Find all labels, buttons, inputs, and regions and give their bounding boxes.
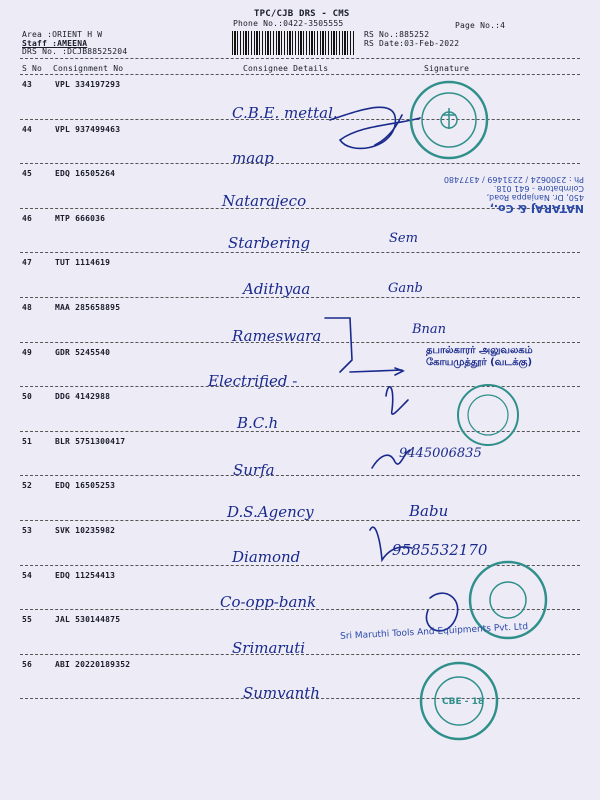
- row-sno: 53: [22, 526, 33, 535]
- row-consignment-no: JAL 530144875: [55, 615, 121, 625]
- row-consignment-no: EDQ 16505253: [55, 481, 116, 491]
- phone-r51: 9445006835: [399, 446, 482, 461]
- round-seal-stamp-middle: [448, 380, 528, 450]
- row-sno: 52: [22, 481, 33, 491]
- staff-label: Staff :: [22, 39, 58, 48]
- page-number: Page No.:4: [455, 21, 506, 30]
- row-sno: 50: [22, 392, 33, 402]
- column-header-sno: S No: [22, 64, 43, 73]
- row-sno: 51: [22, 436, 33, 446]
- column-header-consignment: Consignment No: [53, 64, 124, 73]
- row-consignment-no: SVK 10235982: [55, 526, 116, 535]
- row-sno: 44: [22, 124, 33, 134]
- phone-r53: 9585532170: [392, 541, 488, 559]
- row-sno: 49: [22, 347, 33, 357]
- signature-r48: Ganb: [388, 281, 423, 296]
- nataraj-stamp-address-1: 450, Dr. Nanjappa Road,: [486, 193, 584, 202]
- maruthi-seal-text: Sri Maruthi Tools And Equipments Pvt. Ltd: [339, 622, 529, 642]
- tamil-stamp-line-2: கோயமுத்தூர் (வடக்கு): [426, 357, 533, 368]
- row-sno: 45: [22, 169, 33, 179]
- rs-number: RS No.:885252: [364, 30, 430, 39]
- row-consignment-no: VPL 334197293: [55, 80, 121, 89]
- row-consignee-handwriting: Srimaruti: [232, 639, 306, 658]
- row-consignee-handwriting: Starbering: [228, 233, 311, 252]
- hardware-seal-text: CBE - 18: [442, 697, 485, 707]
- nataraj-stamp-phone: Ph : 2300624 / 2231469 / 4377480: [443, 175, 584, 184]
- row-consignment-no: VPL 937499463: [55, 124, 121, 134]
- signature-r47: Sem: [389, 231, 418, 246]
- area-label: Area :ORIENT H W: [22, 30, 103, 39]
- row-consignee-handwriting: Rameswara: [232, 327, 322, 345]
- row-consignee-handwriting: C.B.E. mettal.: [232, 104, 338, 122]
- row-consignee-handwriting: maap: [232, 148, 274, 167]
- drs-number: DRS No. :DCJB88525204: [22, 47, 128, 56]
- row-consignment-no: DDG 4142988: [55, 392, 111, 402]
- row-sno: 55: [22, 615, 33, 625]
- row-consignee-handwriting: Diamond: [232, 548, 301, 566]
- row-consignee-handwriting: Adithyaa: [243, 280, 311, 299]
- column-header-signature: Signature: [424, 64, 470, 73]
- row-consignment-no: ABI 20220189352: [55, 659, 131, 669]
- nataraj-stamp-name: NATARAJ & Co.,: [489, 202, 584, 215]
- nataraj-stamp-address-2: Coimbatore - 641 018.: [493, 184, 584, 193]
- row-consignment-no: EDQ 16505264: [55, 169, 116, 179]
- staff-name: AMEENA: [57, 39, 88, 48]
- row-consignee-handwriting: Sumvanth: [243, 683, 320, 702]
- row-consignee-handwriting: Natarajeco: [222, 192, 307, 211]
- row-consignment-no: EDQ 11254413: [55, 570, 116, 580]
- row-sno: 54: [22, 570, 33, 580]
- row-consignment-no: MAA 285658895: [55, 303, 121, 312]
- row-consignment-no: TUT 1114619: [55, 258, 111, 268]
- signature-r49: Bnan: [412, 322, 447, 337]
- row-consignment-no: GDR 5245540: [55, 347, 111, 357]
- tamil-stamp-line-1: தபால்காரர் அலுவலகம்: [426, 345, 533, 356]
- row-consignment-no: BLR 5751300417: [55, 436, 126, 446]
- rs-date: RS Date:03-Feb-2022: [364, 39, 460, 48]
- nataraj-stamp: [364, 163, 584, 215]
- row-consignee-handwriting: D.S.Agency: [227, 503, 314, 522]
- row-consignee-handwriting: Electrified -: [208, 371, 298, 390]
- column-header-consignee: Consignee Details: [243, 64, 329, 73]
- row-sno: 56: [22, 659, 33, 669]
- row-consignment-no: MTP 666036: [55, 213, 106, 223]
- row-sno: 43: [22, 80, 33, 89]
- round-seal-stamp-top: [404, 75, 494, 165]
- tamil-stamp: [426, 345, 533, 369]
- row-sno: 48: [22, 303, 33, 312]
- row-consignee-handwriting: Surfa: [233, 460, 275, 479]
- row-sno: 46: [22, 213, 33, 223]
- phone-number: Phone No.:0422-3505555: [233, 19, 344, 28]
- signature-r52: Babu: [409, 502, 449, 520]
- row-sno: 47: [22, 258, 33, 268]
- row-consignee-handwriting: B.C.h: [237, 414, 279, 433]
- row-consignee-handwriting: Co-opp-bank: [220, 592, 317, 611]
- document-title: TPC/CJB DRS - CMS: [254, 9, 350, 19]
